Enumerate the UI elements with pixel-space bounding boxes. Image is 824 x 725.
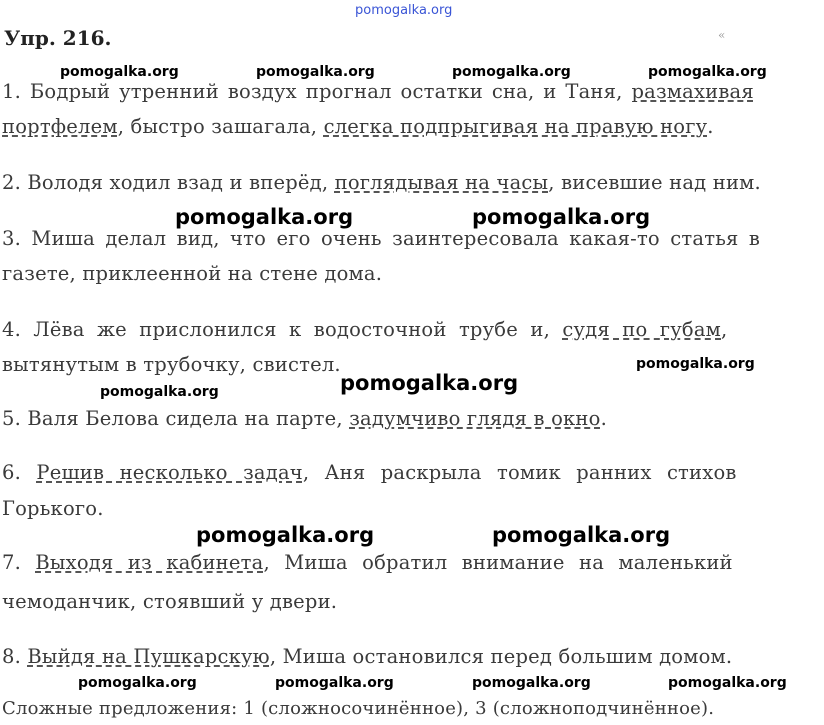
participle-phrase: Выйдя на Пушкарскую [27, 645, 270, 668]
text-line [2, 80, 754, 103]
line-text: 2. Володя ходил взад и вперёд, [2, 171, 335, 194]
participle-phrase: размахивая [631, 80, 754, 103]
watermark: pomogalka.org [636, 356, 755, 372]
line-text: 3. Миша делал вид, что его очень заинтересовала какая-то статья в [2, 227, 761, 250]
line-text: , Миша обратил внимание на маленький [263, 551, 733, 574]
line-text: , Аня раскрыла томик ранних стихов [302, 461, 737, 484]
watermark: pomogalka.org [648, 64, 767, 80]
line-text: газете, приклеенной на стене дома. [2, 262, 383, 285]
line-text: , быстро зашагала, [117, 115, 324, 138]
participle-phrase: Выходя из кабинета [35, 551, 264, 574]
text-line [2, 461, 737, 484]
line-text: 1. Бодрый утренний воздух прогнал остатки сна, и Таня, [2, 80, 632, 103]
watermark: pomogalka.org [340, 371, 519, 395]
watermark: pomogalka.org [78, 675, 197, 691]
line-text: чемоданчик, стоявший у двери. [2, 590, 338, 613]
line-text: Горького. [2, 497, 104, 520]
text-line [2, 227, 760, 250]
watermark: pomogalka.org [668, 675, 787, 691]
watermark: pomogalka.org [256, 64, 375, 80]
line-text: 8. [2, 645, 28, 668]
watermark: pomogalka.org [100, 384, 219, 400]
line-text: Сложные предложения: 1 (сложносочинённое), 3 (сложноподчинённое). [2, 698, 715, 719]
line-text: , висевшие над ним. [548, 171, 761, 194]
text-line [2, 318, 727, 341]
watermark: pomogalka.org [196, 523, 375, 547]
summary-line [2, 698, 714, 719]
text-line [2, 645, 732, 668]
participle-phrase: судя по губам [562, 318, 722, 341]
text-line [2, 497, 104, 520]
text-line [2, 407, 607, 430]
line-text: , Миша остановился перед большим домом. [269, 645, 733, 668]
participle-phrase: поглядывая на часы [334, 171, 549, 194]
corner-mark: « [718, 28, 726, 42]
participle-phrase: слегка подпрыгивая на правую ногу [323, 115, 708, 138]
watermark: pomogalka.org [452, 64, 571, 80]
watermark: pomogalka.org [275, 675, 394, 691]
watermark: pomogalka.org [60, 64, 179, 80]
watermark: pomogalka.org [472, 205, 651, 229]
participle-phrase: задумчиво глядя в окно [349, 407, 601, 430]
text-line [2, 353, 341, 376]
text-line [2, 590, 337, 613]
line-text: . [600, 407, 607, 430]
exercise-title: Упр. 216. [4, 26, 112, 50]
participle-phrase: Решив несколько задач [36, 461, 303, 484]
watermark: pomogalka.org [472, 675, 591, 691]
line-text: , [721, 318, 728, 341]
watermark-top: pomogalka.org [355, 3, 453, 18]
watermark: pomogalka.org [492, 523, 671, 547]
line-text: 5. Валя Белова сидела на парте, [2, 407, 350, 430]
line-text: 6. [2, 461, 37, 484]
line-text: 4. Лёва же прислонился к водосточной трубе и, [2, 318, 563, 341]
line-text: вытянутым в трубочку, свистел. [2, 353, 341, 376]
text-line [2, 171, 761, 194]
text-line [2, 262, 382, 285]
text-line [2, 551, 733, 574]
participle-phrase: портфелем [2, 115, 118, 138]
text-line [2, 115, 714, 138]
line-text: . [707, 115, 714, 138]
watermark: pomogalka.org [175, 205, 354, 229]
line-text: 7. [2, 551, 36, 574]
